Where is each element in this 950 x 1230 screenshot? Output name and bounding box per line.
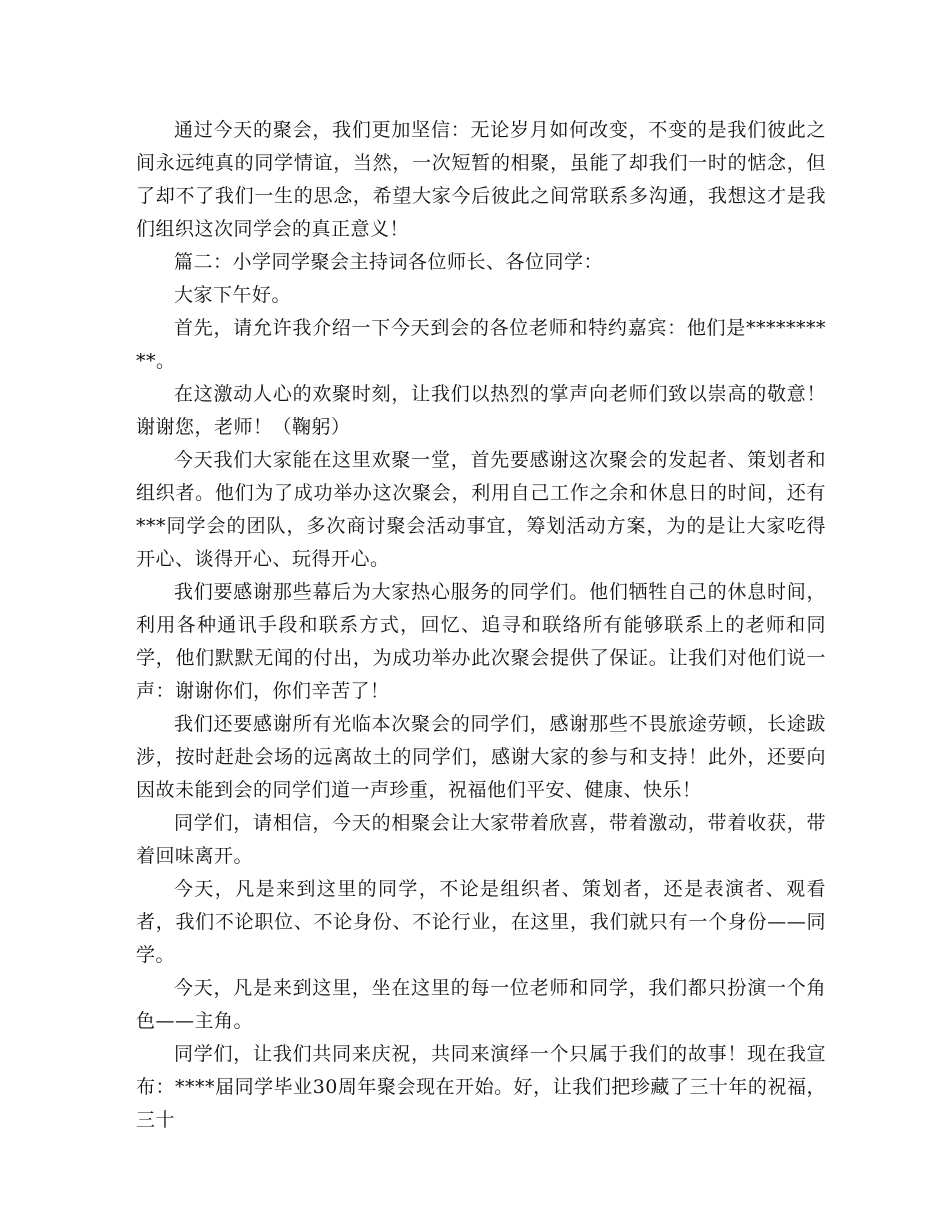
- section-heading: 篇二：小学同学聚会主持词各位师长、各位同学：: [174, 251, 604, 273]
- paragraph: 大家下午好。: [174, 284, 292, 306]
- paragraph: 同学们，请相信，今天的相聚会让大家带着欣喜，带着激动，带着收获，带着回味离开。: [136, 812, 826, 867]
- paragraph: 今天我们大家能在这里欢聚一堂，首先要感谢这次聚会的发起者、策划者和组织者。他们为了成功举办这次聚会，利用自己工作之余和休息日的时间，还有***同学会的团队，多次商讨聚会活动事宜，筹划活动方案，为的是让大家吃得开心、谈得开心、玩得开心。: [136, 449, 826, 570]
- paragraph: 我们要感谢那些幕后为大家热心服务的同学们。他们牺牲自己的休息时间，利用各种通讯手段和联系方式，回忆、追寻和联络所有能够联系上的老师和同学，他们默默无闻的付出，为成功举办此次聚会提供了保证。让我们对他们说一声：谢谢你们，你们辛苦了！: [136, 581, 826, 702]
- paragraph: 今天，凡是来到这里的同学，不论是组织者、策划者，还是表演者、观看者，我们不论职位、不论身份、不论行业，在这里，我们就只有一个身份——同学。: [136, 878, 826, 966]
- paragraph: 我们还要感谢所有光临本次聚会的同学们，感谢那些不畏旅途劳顿，长途跋涉，按时赶赴会场的远离故土的同学们，感谢大家的参与和支持！此外，还要向因故未能到会的同学们道一声珍重，祝福他们平安、健康、快乐！: [136, 713, 826, 801]
- paragraph: 在这激动人心的欢聚时刻，让我们以热烈的掌声向老师们致以崇高的敬意！谢谢您，老师！（鞠躬）: [136, 383, 826, 438]
- paragraph: 今天，凡是来到这里，坐在这里的每一位老师和同学，我们都只扮演一个角色——主角。: [136, 977, 826, 1032]
- paragraph: 通过今天的聚会，我们更加坚信：无论岁月如何改变，不变的是我们彼此之间永远纯真的同学情谊，当然，一次短暂的相聚，虽能了却我们一时的惦念，但了却不了我们一生的思念，希望大家今后彼此之间常联系多沟通，我想这才是我们组织这次同学会的真正意义！: [136, 119, 826, 240]
- document-body: [136, 114, 826, 1137]
- paragraph: 首先，请允许我介绍一下今天到会的各位老师和特约嘉宾：他们是**********。: [136, 317, 826, 372]
- paragraph: 同学们，让我们共同来庆祝，共同来演绎一个只属于我们的故事！现在我宣布：****届同学毕业30周年聚会现在开始。好，让我们把珍藏了三十年的祝福，三十: [136, 1043, 826, 1131]
